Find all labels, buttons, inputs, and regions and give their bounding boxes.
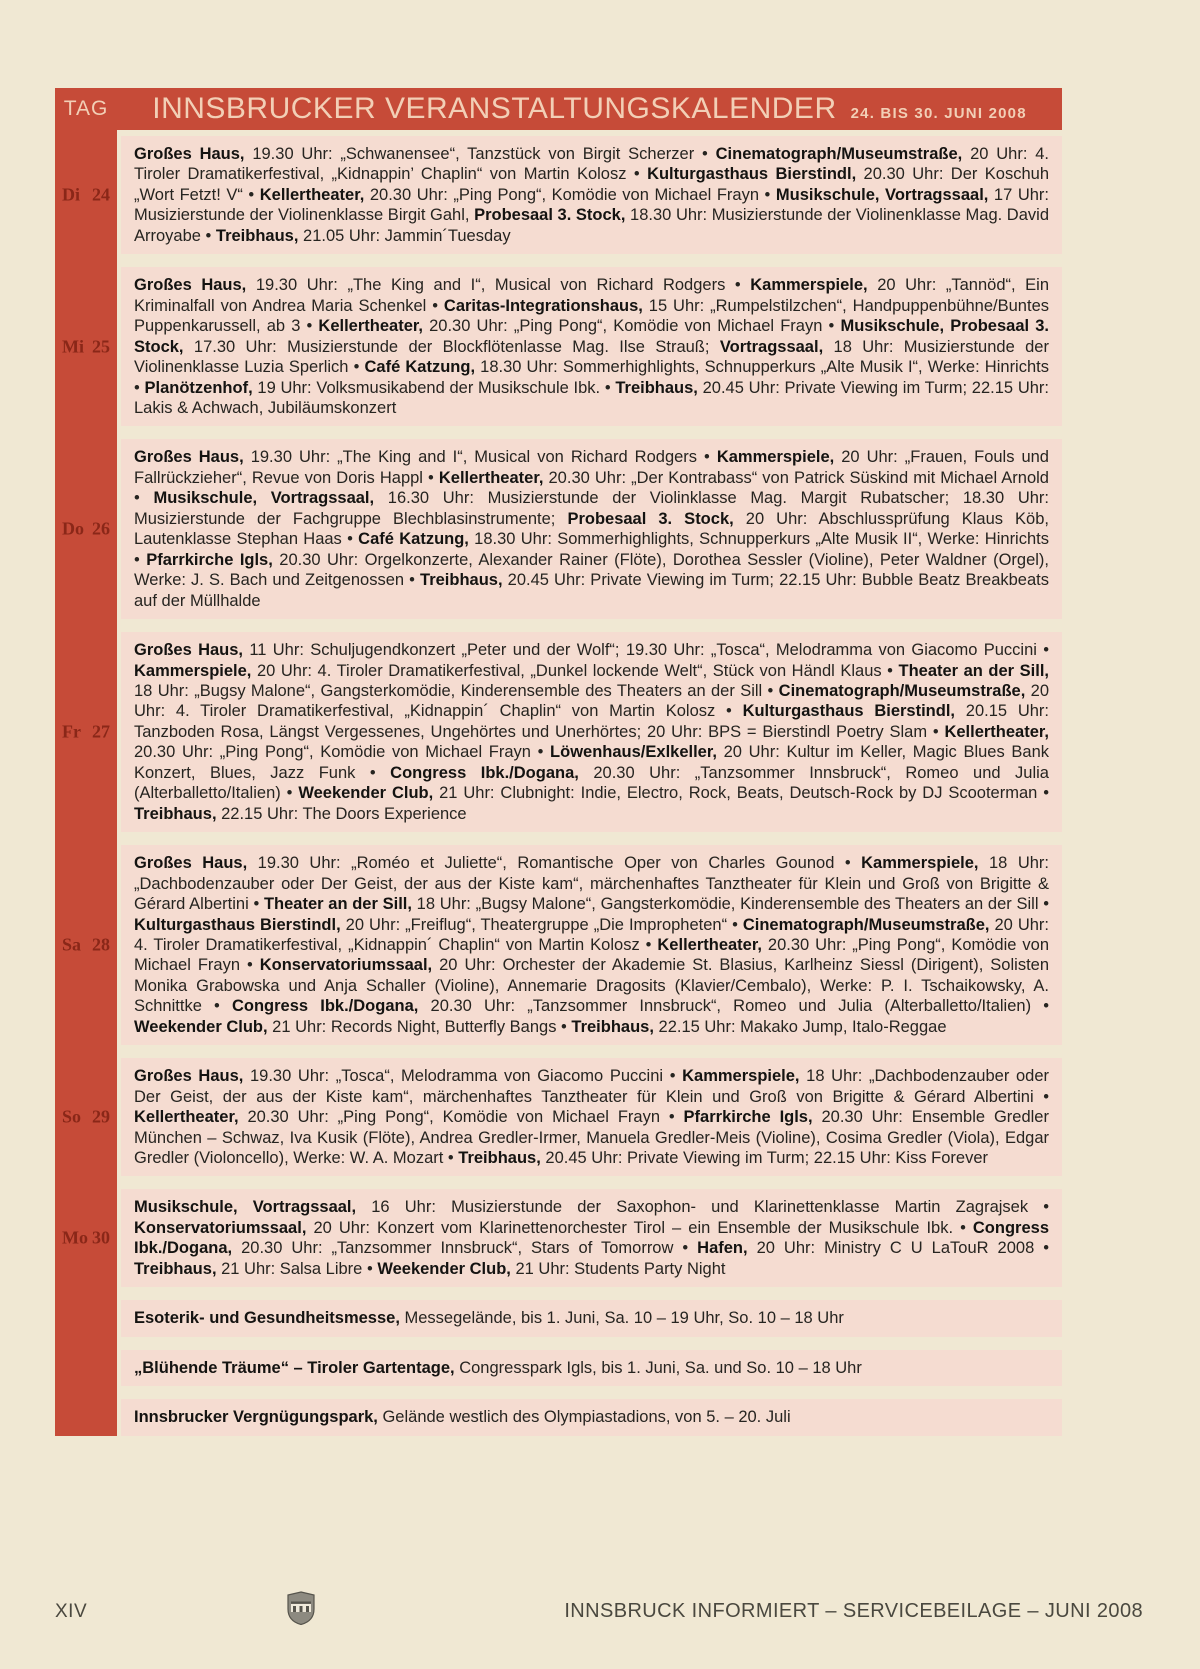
events-text xyxy=(134,1308,1049,1328)
day-row-do-26 xyxy=(62,439,1062,619)
venue-name: Esoterik- und Gesundheitsmesse, xyxy=(134,1309,400,1328)
venue-name: Probesaal 3. Stock, xyxy=(474,206,626,225)
venue-name: Café Katzung, xyxy=(358,530,469,549)
event-detail: 20.45 Uhr: Private Viewing im Turm; 22.15 Uhr: Bubble Beatz Breakbeats auf der Müllhalde xyxy=(134,571,1049,610)
venue-name: Weekender Club, xyxy=(377,1259,511,1278)
venue-name: Großes Haus, xyxy=(134,641,244,660)
venue-name: Treibhaus, xyxy=(215,226,299,245)
event-detail: 22.15 Uhr: Makako Jump, Italo-Reggae xyxy=(653,1017,947,1036)
day-abbr: Sa xyxy=(62,934,82,955)
venue-name: Großes Haus, xyxy=(134,1067,244,1086)
day-number: 30 xyxy=(92,1227,110,1248)
venue-name: Theater an der Sill, xyxy=(898,661,1049,680)
venue-name: Congress Ibk./Dogana, xyxy=(231,997,419,1016)
events-text xyxy=(134,1407,1049,1427)
event-detail: 16.30 Uhr: Musizierstunde der Violinklasse Mag. Margit Rubatscher; 18.30 Uhr: Musizierstunde der Fachgruppe Blechblasinstrumente; xyxy=(134,489,1050,528)
venue-name: Probesaal 3. Stock, xyxy=(567,509,734,528)
venue-name: Treibhaus, xyxy=(571,1017,654,1036)
event-detail: 21.05 Uhr: Jammin´Tuesday xyxy=(298,226,511,245)
day-row-mi-25 xyxy=(62,267,1062,426)
day-label xyxy=(55,336,117,357)
day-abbr: Mo xyxy=(62,1227,88,1248)
event-rows xyxy=(62,130,1062,1436)
event-detail: 18.30 Uhr: Sommerhighlights, Schnupperkurs „Alte Musik II“, Werke: Hinrichts • xyxy=(134,530,1049,569)
event-detail: 20 Uhr: Konzert vom Klarinettenorchester Tirol – ein Ensemble der Musikschule Ibk. • xyxy=(306,1218,973,1237)
event-detail: 18 Uhr: „Dachbodenzauber oder Der Geist, der aus der Kiste kam“, märchenhaftes Tanztheater für Klein und Groß von Brigitte & Gérard Albertini • xyxy=(134,1067,1049,1106)
innsbruck-crest-icon xyxy=(287,1591,315,1625)
venue-name: Musikschule, Vortragssaal, xyxy=(153,489,375,508)
event-detail: 18 Uhr: Musizierstunde der Violinenklasse Luzia Sperlich • xyxy=(134,337,1049,377)
event-detail: Gelände westlich des Olympiastadions, von 5. – 20. Juli xyxy=(377,1408,791,1427)
event-detail: 21 Uhr: Students Party Night xyxy=(510,1259,726,1278)
venue-name: Weekender Club, xyxy=(298,784,434,803)
extra-event-row xyxy=(121,1300,1062,1336)
venue-name: Pfarrkirche Igls, xyxy=(683,1108,813,1127)
venue-name: Vortragssaal, xyxy=(719,337,824,356)
day-label xyxy=(55,1228,117,1249)
events-text xyxy=(134,640,1049,824)
page-title: INNSBRUCKER VERANSTALTUNGSKALENDER xyxy=(152,92,837,125)
venue-name: Kammerspiele, xyxy=(750,276,868,295)
venue-name: Kellertheater, xyxy=(134,1108,239,1127)
venue-name: Pfarrkirche Igls, xyxy=(146,550,273,569)
day-number: 28 xyxy=(92,934,110,955)
day-label xyxy=(55,722,117,743)
venue-name: Musikschule, Vortragssaal, xyxy=(134,1198,357,1217)
venue-name: Treibhaus, xyxy=(134,804,217,823)
calendar-header xyxy=(55,88,1062,130)
event-detail: 20.30 Uhr: Orgelkonzerte, Alexander Rainer (Flöte), Dorothea Sessler (Violine), Peter Waldner (Orgel), Werke: J. S. Bach und Zeitgenossen • xyxy=(134,550,1049,590)
event-detail: 20.30 Uhr: „Ping Pong“, Komödie von Michael Frayn • xyxy=(134,743,551,762)
event-detail: 17 Uhr: Musizierstunde der Violinenklasse Birgit Gahl, xyxy=(134,185,1050,225)
event-detail: 20.30 Uhr: „Tanzsommer Innsbruck“, Romeo und Julia (Alterballetto/Italien) • xyxy=(134,763,1049,803)
day-number: 29 xyxy=(92,1106,110,1127)
venue-name: Großes Haus, xyxy=(134,145,245,163)
day-row-so-29 xyxy=(62,1058,1062,1176)
event-detail: 19.30 Uhr: „Tosca“, Melodramma von Giacomo Puccini • xyxy=(243,1067,683,1086)
day-abbr: Fr xyxy=(62,721,81,742)
event-detail: 20.30 Uhr: „Ping Pong“, Komödie von Michael Frayn • xyxy=(422,317,841,336)
event-detail: 20.15 Uhr: Tanzboden Rosa, Längst Vergessenes, Ungehörtes und Unerhörtes; 20 Uhr: BPS = Bierstindl Poetry Slam • xyxy=(134,702,1049,741)
day-number: 25 xyxy=(92,336,110,357)
day-row-fr-27 xyxy=(62,632,1062,832)
venue-name: Innsbrucker Vergnügungspark, xyxy=(134,1408,378,1427)
event-detail: 19.30 Uhr: „The King and I“, Musical von Richard Rodgers • xyxy=(243,448,717,467)
tag-column-header: TAG xyxy=(63,97,109,120)
calendar-body xyxy=(55,130,1062,1436)
event-detail: Congresspark Igls, bis 1. Juni, Sa. und So. 10 – 18 Uhr xyxy=(454,1358,862,1377)
venue-name: Großes Haus, xyxy=(134,854,248,873)
venue-name: Theater an der Sill, xyxy=(263,895,412,914)
event-detail: 20.30 Uhr: Ensemble Gredler München – Schwaz, Iva Kusik (Flöte), Andrea Gredler-Irmer, Manuela Gredler-Meis (Violine), Cosima Gredler (Viola), Edgar Gredler (Violoncello), Werke: W. A. Mozart • xyxy=(134,1108,1049,1168)
venue-name: Kammerspiele, xyxy=(716,448,835,467)
day-number: 27 xyxy=(92,721,110,742)
date-range: 24. BIS 30. JUNI 2008 xyxy=(850,105,1027,122)
event-detail: 18 Uhr: „Bugsy Malone“, Gangsterkomödie, Kinderensemble des Theaters an der Sill • xyxy=(134,681,779,700)
event-detail: 20 Uhr: Ministry C U LaTouR 2008 • xyxy=(747,1239,1050,1258)
page-number: XIV xyxy=(55,1601,88,1622)
event-detail: 15 Uhr: „Rumpelstilzchen“, Handpuppenbühne/Buntes Puppenkarussell, ab 3 • xyxy=(134,296,1049,336)
day-number: 26 xyxy=(92,518,110,539)
day-abbr: Di xyxy=(62,184,80,205)
day-label xyxy=(55,185,117,206)
event-detail: 20 Uhr: 4. Tiroler Dramatikerfestival, „Dunkel lockende Welt“, Stück von Händl Klaus • xyxy=(251,661,899,680)
event-detail: 18 Uhr: „Bugsy Malone“, Gangsterkomödie, Kinderensemble des Theaters an der Sill • xyxy=(411,895,1049,914)
venue-name: Kellertheater, xyxy=(438,468,544,487)
page-footer xyxy=(55,1593,1143,1625)
event-detail: 16 Uhr: Musizierstunde der Saxophon- und Klarinettenklasse Martin Zagrajsek • xyxy=(356,1198,1050,1217)
venue-name: Café Katzung, xyxy=(364,358,476,377)
day-row-sa-28 xyxy=(62,845,1062,1045)
venue-name: Weekender Club, xyxy=(134,1017,268,1036)
event-detail: 20 Uhr: „Tannöd“, Ein Kriminalfall von Andrea Maria Schenkel • xyxy=(134,276,1049,315)
venue-name: Kulturgasthaus Bierstindl, xyxy=(742,702,956,721)
events-text xyxy=(134,144,1049,246)
events-text xyxy=(134,447,1049,611)
event-detail: 19.30 Uhr: „Roméo et Juliette“, Romantische Oper von Charles Gounod • xyxy=(247,854,862,873)
day-abbr: Mi xyxy=(62,336,84,357)
event-detail: 20.30 Uhr: „Ping Pong“, Komödie von Michael Frayn • xyxy=(364,185,776,204)
event-detail: 20.30 Uhr: „Tanzsommer Innsbruck“, Stars of Tomorrow • xyxy=(232,1239,698,1258)
venue-name: Kellertheater, xyxy=(318,317,423,336)
event-detail: 20 Uhr: „Frauen, Fouls und Fallrückzieher“, Revue von Doris Happl • xyxy=(134,448,1049,487)
event-detail: 20 Uhr: Abschlussprüfung Klaus Köb, Lautenklasse Stephan Haas • xyxy=(134,509,1049,549)
event-detail: 19.30 Uhr: „The King and I“, Musical von Richard Rodgers • xyxy=(246,276,751,295)
venue-name: Großes Haus, xyxy=(134,276,247,295)
venue-name: Kulturgasthaus Bierstindl, xyxy=(647,165,857,184)
extra-event-row xyxy=(121,1399,1062,1435)
day-label xyxy=(55,519,117,540)
event-detail: 22.15 Uhr: The Doors Experience xyxy=(216,804,467,823)
venue-name: Cinematograph/Museumstraße, xyxy=(778,681,1026,700)
day-label xyxy=(55,1107,117,1128)
footer-text: INNSBRUCK INFORMIERT – SERVICEBEILAGE – JUNI 2008 xyxy=(564,1600,1143,1622)
venue-name: Konservatoriumssaal, xyxy=(134,1218,307,1237)
events-calendar xyxy=(55,88,1062,1436)
venue-name: Planötzenhof, xyxy=(144,378,253,397)
venue-name: Congress Ibk./Dogana, xyxy=(134,1218,1049,1258)
event-detail: 19 Uhr: Volksmusikabend der Musikschule Ibk. • xyxy=(252,378,616,397)
day-row-mo-30 xyxy=(62,1189,1062,1287)
event-detail: 20 Uhr: 4. Tiroler Dramatikerfestival, „Kidnappin´ Chaplin“ von Martin Kolosz • xyxy=(134,915,1049,954)
event-detail: Messegelände, bis 1. Juni, Sa. 10 – 19 Uhr, So. 10 – 18 Uhr xyxy=(399,1309,844,1328)
event-detail: 20.30 Uhr: „Tanzsommer Innsbruck“, Romeo und Julia (Alterballetto/Italien) • xyxy=(418,997,1049,1016)
day-row-di-24 xyxy=(62,136,1062,254)
event-detail: 18 Uhr: „Dachbodenzauber oder Der Geist, der aus der Kiste kam“, märchenhaftes Tanztheater für Klein und Groß von Brigitte & Gérard Albertini • xyxy=(134,854,1049,914)
venue-name: Kammerspiele, xyxy=(682,1067,800,1086)
event-detail: 21 Uhr: Clubnight: Indie, Electro, Rock, Beats, Deutsch-Rock by DJ Scooterman • xyxy=(433,784,1049,803)
venue-name: Treibhaus, xyxy=(420,571,503,590)
day-abbr: So xyxy=(62,1106,82,1127)
venue-name: Caritas-Integrationshaus, xyxy=(443,296,643,315)
event-detail: 21 Uhr: Salsa Libre • xyxy=(216,1259,378,1278)
venue-name: Treibhaus, xyxy=(458,1149,541,1168)
event-detail: 20 Uhr: 4. Tiroler Dramatikerfestival, „Kidnappin´ Chaplin“ von Martin Kolosz • xyxy=(134,681,1049,721)
venue-name: Kulturgasthaus Bierstindl, xyxy=(134,915,341,934)
venue-name: Cinematograph/Museumstraße, xyxy=(715,145,963,163)
day-abbr: Do xyxy=(62,518,84,539)
venue-name: Konservatoriumssaal, xyxy=(259,956,433,975)
event-detail: 21 Uhr: Records Night, Butterfly Bangs • xyxy=(267,1017,572,1036)
event-detail: 17.30 Uhr: Musizierstunde der Blockflötenlasse Mag. Ilse Strauß; xyxy=(183,337,720,356)
event-detail: 20.45 Uhr: Private Viewing im Turm; 22.15 Uhr: Lakis & Achwach, Jubiläumskonzert xyxy=(134,378,1049,417)
venue-name: Hafen, xyxy=(697,1239,748,1258)
header-title-group xyxy=(117,92,1062,126)
venue-name: Kammerspiele, xyxy=(134,661,252,680)
events-text xyxy=(134,1358,1049,1378)
event-detail: 18.30 Uhr: Sommerhighlights, Schnupperkurs „Alte Musik I“, Werke: Hinrichts • xyxy=(134,358,1049,397)
event-detail: 20.30 Uhr: Der Koschuh „Wort Fetzt! V“ • xyxy=(134,165,1049,204)
venue-name: Congress Ibk./Dogana, xyxy=(390,763,579,782)
event-detail: 20.30 Uhr: „Ping Pong“, Komödie von Michael Frayn • xyxy=(134,935,1049,975)
venue-name: Kellertheater, xyxy=(259,185,365,204)
venue-name: Musikschule, Probesaal 3. Stock, xyxy=(134,317,1049,356)
event-detail: 20 Uhr: 4. Tiroler Dramatikerfestival, „Kidnappin’ Chaplin“ von Martin Kolosz • xyxy=(134,145,1049,184)
event-detail: 20.30 Uhr: „Der Kontrabass“ von Patrick Süskind mit Michael Arnold • xyxy=(134,468,1049,508)
venue-name: Musikschule, Vortragssaal, xyxy=(775,185,989,204)
venue-name: Kellertheater, xyxy=(657,935,762,954)
day-label xyxy=(55,935,117,956)
venue-name: Kellertheater, xyxy=(944,722,1049,741)
day-number: 24 xyxy=(92,184,110,205)
venue-name: Cinematograph/Museumstraße, xyxy=(742,915,990,934)
event-detail: 20 Uhr: Kultur im Keller, Magic Blues Bank Konzert, Blues, Jazz Funk • xyxy=(134,743,1049,782)
venue-name: Kammerspiele, xyxy=(861,854,979,873)
events-text xyxy=(134,1066,1049,1168)
venue-name: „Blühende Träume“ – Tiroler Gartentage, xyxy=(134,1358,455,1377)
event-detail: 20 Uhr: „Freiflug“, Theatergruppe „Die Impropheten“ • xyxy=(340,915,743,934)
event-detail: 19.30 Uhr: „Schwanensee“, Tanzstück von Birgit Scherzer • xyxy=(244,145,716,163)
venue-name: Treibhaus, xyxy=(134,1259,217,1278)
events-text xyxy=(134,1197,1049,1279)
events-text xyxy=(134,275,1049,418)
extra-event-row xyxy=(121,1350,1062,1386)
events-text xyxy=(134,853,1049,1037)
event-detail: 20.30 Uhr: „Ping Pong“, Komödie von Michael Frayn • xyxy=(238,1108,684,1127)
event-detail: 11 Uhr: Schuljugendkonzert „Peter und der Wolf“; 19.30 Uhr: „Tosca“, Melodramma von Giacomo Puccini • xyxy=(243,641,1049,660)
event-detail: 20.45 Uhr: Private Viewing im Turm; 22.15 Uhr: Kiss Forever xyxy=(540,1149,989,1168)
venue-name: Treibhaus, xyxy=(615,378,698,397)
event-detail: 20 Uhr: Orchester der Akademie St. Blasius, Karlheinz Siessl (Dirigent), Solisten Monika Grabowska und Anja Schaller (Violine), Annemarie Dragosits (Klavier/Cembalo), Werke: P. I. Tschaikowsky, A. Schnittke • xyxy=(134,956,1050,1016)
venue-name: Löwenhaus/Exlkeller, xyxy=(550,743,717,762)
venue-name: Großes Haus, xyxy=(134,448,244,467)
event-detail: 18.30 Uhr: Musizierstunde der Violinenklasse Mag. David Arroyabe • xyxy=(134,206,1049,245)
